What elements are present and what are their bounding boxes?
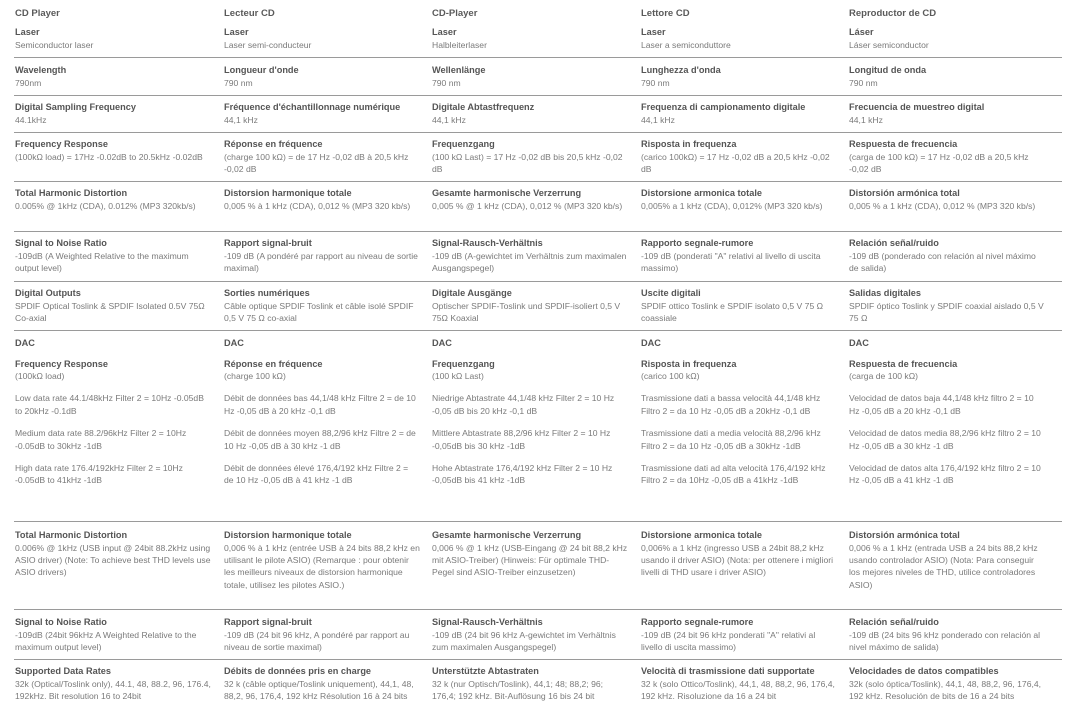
spec-label: Total Harmonic Distortion [15,188,128,198]
cell-dac-frequency [432,338,628,487]
spec-label: Digital Sampling Frequency [15,102,136,112]
spec-value: -109 dB (A-gewichtet im Verhältnis zum maximalen Ausgangspegel) [432,250,627,273]
cell-laser [15,27,211,51]
spec-label: Risposta in frequenza [641,139,737,149]
spec-label: Wavelength [15,65,67,75]
spec-value: -109dB (A Weighted Relative to the maximum output level) [15,250,189,273]
dac-high-rate: High data rate 176.4/192kHz Filter 2 = 10Hz -0.05dB to 41kHz -1dB [15,463,183,486]
cell-dac-thd [641,530,837,579]
spec-value: 0.005% @ 1kHz (CDA), 0.012% (MP3 320kb/s) [15,200,196,211]
spec-value: 0,006 % a 1 kHz (entrada USB a 24 bits 88,2 kHz usando controlador ASIO) (Nota: Para conseguir los mejores niveles de THD, utilice controladores ASIO) [849,542,1038,590]
cell-digital-outputs [849,288,1045,324]
row-divider [14,281,1062,282]
spec-label: Laser [432,27,457,37]
cell-digital-outputs [15,288,211,324]
spec-label: Sorties numériques [224,288,310,298]
spec-value: 0,005 % @ 1 kHz (CDA), 0,012 % (MP3 320 kb/s) [432,200,623,211]
heading-french: Lecteur CD [224,8,275,19]
dac-low-rate: Débit de données bas 44,1/48 kHz Filtre 2 = de 10 Hz -0,05 dB à 20 kHz -0,1 dB [224,393,416,416]
spec-value: (100 kΩ Last) [432,371,484,381]
spec-label: Risposta in frequenza [641,358,737,369]
spec-value: -109 dB (ponderado con relación al nivel máximo de salida) [849,250,1036,273]
cell-frequency-response [15,139,211,163]
dac-low-rate: Trasmissione dati a bassa velocità 44,1/48 kHz Filtro 2 = da 10 Hz -0,05 dB a 20kHz -0,1 dB [641,393,821,416]
cell-frequency-response [849,139,1045,175]
cell-dac-frequency [224,338,420,487]
dac-medium-rate: Mittlere Abtastrate 88,2/96 kHz Filter 2 = 10 Hz -0,05dB bis 30 kHz -1dB [432,428,611,451]
dac-heading: DAC [849,338,869,348]
row-divider [14,57,1062,58]
spec-label: Fréquence d'échantillonnage numérique [224,102,401,112]
spec-label: Frequency Response [15,358,108,369]
spec-value: 0.006% @ 1kHz (USB input @ 24bit 88.2kHz using ASIO driver) (Note: To achieve best THD levels use ASIO drivers) [15,542,211,578]
spec-label: Unterstützte Abtastraten [432,666,539,676]
spec-label: Digitale Abtastfrequenz [432,102,535,112]
spec-label: Velocidades de datos compatibles [849,666,999,676]
cell-data-rates [224,666,420,702]
spec-value: 32k (solo óptica/Toslink), 44,1, 48, 88,2, 96, 176,4, 192 kHz. Resolución de bits de 16 a 24 bits [849,678,1042,701]
spec-label: Uscite digitali [641,288,701,298]
spec-value: 44,1 kHz [849,114,883,125]
spec-label: Frequenzgang [432,139,495,149]
cell-laser [641,27,837,51]
dac-heading: DAC [641,338,661,348]
spec-label: Réponse en fréquence [224,139,323,149]
spec-label: Rapport signal-bruit [224,617,312,627]
spec-value: Laser a semiconduttore [641,39,731,50]
spec-value: Halbleiterlaser [432,39,487,50]
spec-value: 32 k (nur Optisch/Toslink), 44,1; 48; 88,2; 96; 176,4; 192 kHz. Bit-Auflösung 16 bis 24 bit [432,678,604,701]
cell-thd [432,188,628,212]
cell-dac-snr [15,617,211,653]
dac-heading: DAC [224,338,244,348]
row-divider [14,521,1062,522]
spec-value: 32k (Optical/Toslink only), 44.1, 48, 88.2, 96, 176.4, 192kHz. Bit resolution 16 to 24bit [15,678,211,701]
cell-data-rates [15,666,211,702]
cell-sampling [641,102,837,126]
cell-snr [641,238,837,274]
spec-label: Laser [641,27,666,37]
row-divider [14,95,1062,96]
cell-wavelength [224,65,420,89]
spec-label: Rapporto segnale-rumore [641,238,754,248]
heading-italian: Lettore CD [641,8,690,19]
cell-wavelength [432,65,628,89]
spec-label: Digital Outputs [15,288,81,298]
spec-value: (charge 100 kΩ) [224,371,286,381]
spec-label: Distorsion harmonique totale [224,530,352,540]
spec-value: 0,006 % @ 1 kHz (USB-Eingang @ 24 bit 88,2 kHz mit ASIO-Treiber) (Hinweis: Für optimale THD-Pegel sind ASIO-Treiber einzusetzen) [432,542,628,578]
cell-laser [849,27,1045,51]
spec-value: -109 dB (ponderati "A" relativi al livello di uscita massimo) [641,250,821,273]
cell-sampling [224,102,420,126]
dac-medium-rate: Trasmissione dati a media velocità 88,2/96 kHz Filtro 2 = da 10 Hz -0,05 dB a 30kHz -1dB [641,428,821,451]
spec-value: (100kΩ load) = 17Hz -0.02dB to 20.5kHz -0.02dB [15,151,203,162]
dac-high-rate: Débit de données élevé 176,4/192 kHz Filtre 2 = de 10 Hz -0,05 dB à 41 kHz -1 dB [224,463,409,486]
spec-value: Semiconductor laser [15,39,94,50]
spec-label: Réponse en fréquence [224,358,323,369]
spec-value: -109 dB (24 bit 96 kHz, A pondéré par rapport au niveau de sortie maximal) [224,629,410,652]
cell-dac-frequency [15,338,211,487]
heading-english: CD Player [15,8,60,19]
cell-sampling [432,102,628,126]
cell-digital-outputs [224,288,420,324]
row-divider [14,132,1062,133]
cell-laser [224,27,420,51]
cell-thd [849,188,1045,212]
spec-label: Longueur d'onde [224,65,299,75]
spec-value: 0,006% a 1 kHz (ingresso USB a 24bit 88,2 kHz usando il driver ASIO) (Nota: per ottenere i migliori livelli di THD usare i driver ASIO) [641,542,834,578]
heading-german: CD-Player [432,8,478,19]
spec-value: SPDIF óptico Toslink y SPDIF coaxial aislado 0,5 V 75 Ω [849,300,1044,323]
cell-thd [641,188,837,212]
spec-label: Signal to Noise Ratio [15,617,107,627]
dac-medium-rate: Débit de données moyen 88,2/96 kHz Filtre 2 = de 10 Hz -0,05 dB à 30 kHz -1 dB [224,428,416,451]
cell-dac-thd [432,530,628,579]
dac-high-rate: Hohe Abtastrate 176,4/192 kHz Filter 2 = 10 Hz -0,05dB bis 41 kHz -1dB [432,463,613,486]
spec-value: 32 k (câble optique/Toslink uniquement), 44,1, 48, 88,2, 96, 176,4, 192 kHz Résolution 16 à 24 bits [224,678,414,701]
dac-heading: DAC [432,338,452,348]
cell-dac-thd [224,530,420,591]
spec-value: -109 dB (24 bit 96 kHz A-gewichtet im Verhältnis zum maximalen Ausgangspegel) [432,629,616,652]
cell-frequency-response [641,139,837,175]
cell-frequency-response [432,139,628,175]
cell-snr [224,238,420,274]
dac-medium-rate: Medium data rate 88.2/96kHz Filter 2 = 10Hz -0.05dB to 30kHz -1dB [15,428,187,451]
spec-value: 0,006 % à 1 kHz (entrée USB à 24 bits 88,2 kHz en utilisant le pilote ASIO) (Remarque : pour obtenir les meilleurs niveaux de distorsion harmonique totale, utilisez les pilotes ASIO.) [224,542,420,590]
cell-digital-outputs [641,288,837,324]
spec-label: Signal-Rausch-Verhältnis [432,617,543,627]
spec-label: Frequency Response [15,139,108,149]
spec-label: Distorsión armónica total [849,188,960,198]
spec-value: (carico 100 kΩ) [641,371,700,381]
heading-spanish: Reproductor de CD [849,8,937,19]
spec-label: Relación señal/ruido [849,617,939,627]
spec-value: SPDIF Optical Toslink & SPDIF Isolated 0.5V 75Ω Co-axial [15,300,205,323]
cell-thd [224,188,420,212]
spec-label: Frequenza di campionamento digitale [641,102,806,112]
row-divider [14,330,1062,331]
spec-label: Gesamte harmonische Verzerrung [432,188,582,198]
spec-value: -109 dB (24 bits 96 kHz ponderado con relación al nivel máximo de salida) [849,629,1041,652]
cell-sampling [849,102,1045,126]
spec-label: Longitud de onda [849,65,927,75]
spec-label: Relación señal/ruido [849,238,939,248]
spec-value: -109 dB (A pondéré par rapport au niveau de sortie maximal) [224,250,418,273]
spec-value: (carga de 100 kΩ) = 17 Hz -0,02 dB a 20,5 kHz -0,02 dB [849,151,1029,174]
spec-value: (carico 100kΩ) = 17 Hz -0,02 dB a 20,5 kHz -0,02 dB [641,151,830,174]
spec-value: (carga de 100 kΩ) [849,371,919,381]
spec-label: Signal-Rausch-Verhältnis [432,238,543,248]
spec-label: Digitale Ausgänge [432,288,512,298]
spec-label: Distorsion harmonique totale [224,188,352,198]
cell-dac-snr [224,617,420,653]
cell-data-rates [432,666,628,702]
dac-medium-rate: Velocidad de datos media 88,2/96 kHz filtro 2 = 10 Hz -0,05 dB a 30 kHz -1 dB [849,428,1041,451]
spec-value: 44.1kHz [15,114,47,125]
cell-wavelength [849,65,1045,89]
spec-value: Câble optique SPDIF Toslink et câble isolé SPDIF 0,5 V 75 Ω co-axial [224,300,414,323]
spec-value: Optischer SPDIF-Toslink und SPDIF-isoliert 0,5 V 75Ω Koaxial [432,300,621,323]
cell-dac-frequency [641,338,837,487]
spec-label: Frequenzgang [432,358,495,369]
cell-frequency-response [224,139,420,175]
cell-dac-snr [641,617,837,653]
cell-dac-frequency [849,338,1045,487]
spec-value: -109dB (24bit 96kHz A Weighted Relative to the maximum output level) [15,629,197,652]
row-divider [14,659,1062,660]
cell-dac-snr [849,617,1045,653]
cell-laser [432,27,628,51]
dac-heading: DAC [15,338,35,348]
cell-dac-thd [849,530,1045,591]
spec-value: SPDIF ottico Toslink e SPDIF isolato 0,5 V 75 Ω coassiale [641,300,824,323]
dac-low-rate: Low data rate 44.1/48kHz Filter 2 = 10Hz -0.05dB to 20kHz -0.1dB [15,393,204,416]
spec-label: Respuesta de frecuencia [849,139,958,149]
spec-value: 32 k (solo Ottico/Toslink), 44,1, 48, 88,2, 96, 176,4, 192 kHz. Risoluzione da 16 a 24 bit [641,678,835,701]
spec-value: 790 nm [849,77,878,88]
spec-label: Gesamte harmonische Verzerrung [432,530,582,540]
spec-label: Laser [15,27,40,37]
spec-value: Laser semi-conducteur [224,39,312,50]
cell-dac-snr [432,617,628,653]
spec-label: Distorsione armonica totale [641,188,762,198]
cell-wavelength [641,65,837,89]
spec-label: Respuesta de frecuencia [849,358,958,369]
spec-label: Supported Data Rates [15,666,111,676]
spec-value: (100kΩ load) [15,371,65,381]
spec-value: 0,005% a 1 kHz (CDA), 0,012% (MP3 320 kb/s) [641,200,823,211]
spec-value: 790nm [15,77,42,88]
spec-value: 44,1 kHz [641,114,675,125]
cell-data-rates [641,666,837,702]
spec-value: 790 nm [432,77,461,88]
spec-label: Laser [224,27,249,37]
dac-low-rate: Velocidad de datos baja 44,1/48 kHz filtro 2 = 10 Hz -0,05 dB a 20 kHz -0,1 dB [849,393,1034,416]
spec-value: 0,005 % a 1 kHz (CDA), 0,012 % (MP3 320 kb/s) [849,200,1036,211]
row-divider [14,231,1062,232]
spec-label: Wellenlänge [432,65,486,75]
spec-label: Rapport signal-bruit [224,238,312,248]
dac-high-rate: Velocidad de datos alta 176,4/192 kHz filtro 2 = 10 Hz -0,05 dB a 41 kHz -1 dB [849,463,1041,486]
row-divider [14,609,1062,610]
spec-label: Láser [849,27,874,37]
cell-wavelength [15,65,211,89]
spec-value: (100 kΩ Last) = 17 Hz -0,02 dB bis 20,5 kHz -0,02 dB [432,151,623,174]
spec-value: 790 nm [641,77,670,88]
spec-label: Salidas digitales [849,288,921,298]
dac-low-rate: Niedrige Abtastrate 44,1/48 kHz Filter 2 = 10 Hz -0,05 dB bis 20 kHz -0,1 dB [432,393,615,416]
column-headings [0,8,1090,22]
cell-digital-outputs [432,288,628,324]
spec-label: Velocità di trasmissione dati supportate [641,666,815,676]
spec-value: 0,005 % à 1 kHz (CDA), 0,012 % (MP3 320 kb/s) [224,200,411,211]
cell-dac-thd [15,530,211,579]
spec-label: Distorsione armonica totale [641,530,762,540]
cell-snr [432,238,628,274]
cell-data-rates [849,666,1045,702]
dac-high-rate: Trasmissione dati ad alta velocità 176,4/192 kHz Filtro 2 = da 10Hz -0,05 dB a 41kHz -1dB [641,463,826,486]
spec-value: 44,1 kHz [432,114,466,125]
spec-value: -109 dB (24 bit 96 kHz ponderati "A" relativi al livello di uscita massimo) [641,629,816,652]
cell-thd [15,188,211,212]
row-divider [14,181,1062,182]
spec-label: Total Harmonic Distortion [15,530,128,540]
spec-value: (charge 100 kΩ) = de 17 Hz -0,02 dB à 20,5 kHz -0,02 dB [224,151,409,174]
spec-value: Láser semiconductor [849,39,929,50]
spec-label: Rapporto segnale-rumore [641,617,754,627]
spec-value: 790 nm [224,77,253,88]
spec-value: 44,1 kHz [224,114,258,125]
cell-snr [15,238,211,274]
spec-label: Frecuencia de muestreo digital [849,102,985,112]
cell-snr [849,238,1045,274]
spec-label: Signal to Noise Ratio [15,238,107,248]
spec-label: Distorsión armónica total [849,530,960,540]
spec-label: Débits de données pris en charge [224,666,372,676]
spec-label: Lunghezza d'onda [641,65,721,75]
cell-sampling [15,102,211,126]
